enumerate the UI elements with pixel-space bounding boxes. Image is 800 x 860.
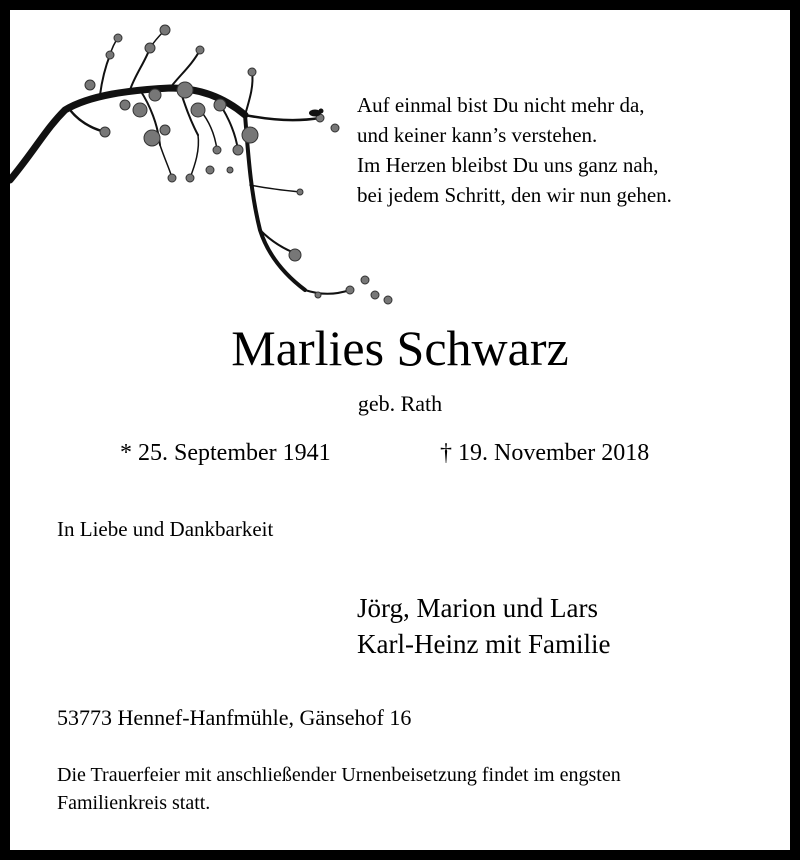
poem [357,90,672,210]
poem-line: und keiner kann’s verstehen. [357,123,598,147]
funeral-notice [57,761,757,817]
birth-name: geb. Rath [357,391,443,416]
mourners [357,590,610,662]
death-date: † 19. November 2018 [440,440,650,466]
deceased-name: Marlies Schwarz [231,320,569,376]
notice-line: Die Trauerfeier mit anschließender Urnenbeisetzung findet im engsten [57,764,621,786]
dedication: In Liebe und Dankbarkeit [57,517,274,541]
birth-date: * 25. September 1941 [120,440,331,466]
notice-line: Familienkreis statt. [57,792,211,814]
poem-line: Im Herzen bleibst Du uns ganz nah, [357,153,659,177]
mourner-line: Karl-Heinz mit Familie [357,629,611,659]
blossom-branch-icon [10,10,410,320]
mourner-line: Jörg, Marion und Lars [357,593,598,623]
poem-line: Auf einmal bist Du nicht mehr da, [357,93,645,117]
address: 53773 Hennef-Hanfmühle, Gänsehof 16 [57,705,412,730]
poem-line: bei jedem Schritt, den wir nun gehen. [357,183,672,207]
